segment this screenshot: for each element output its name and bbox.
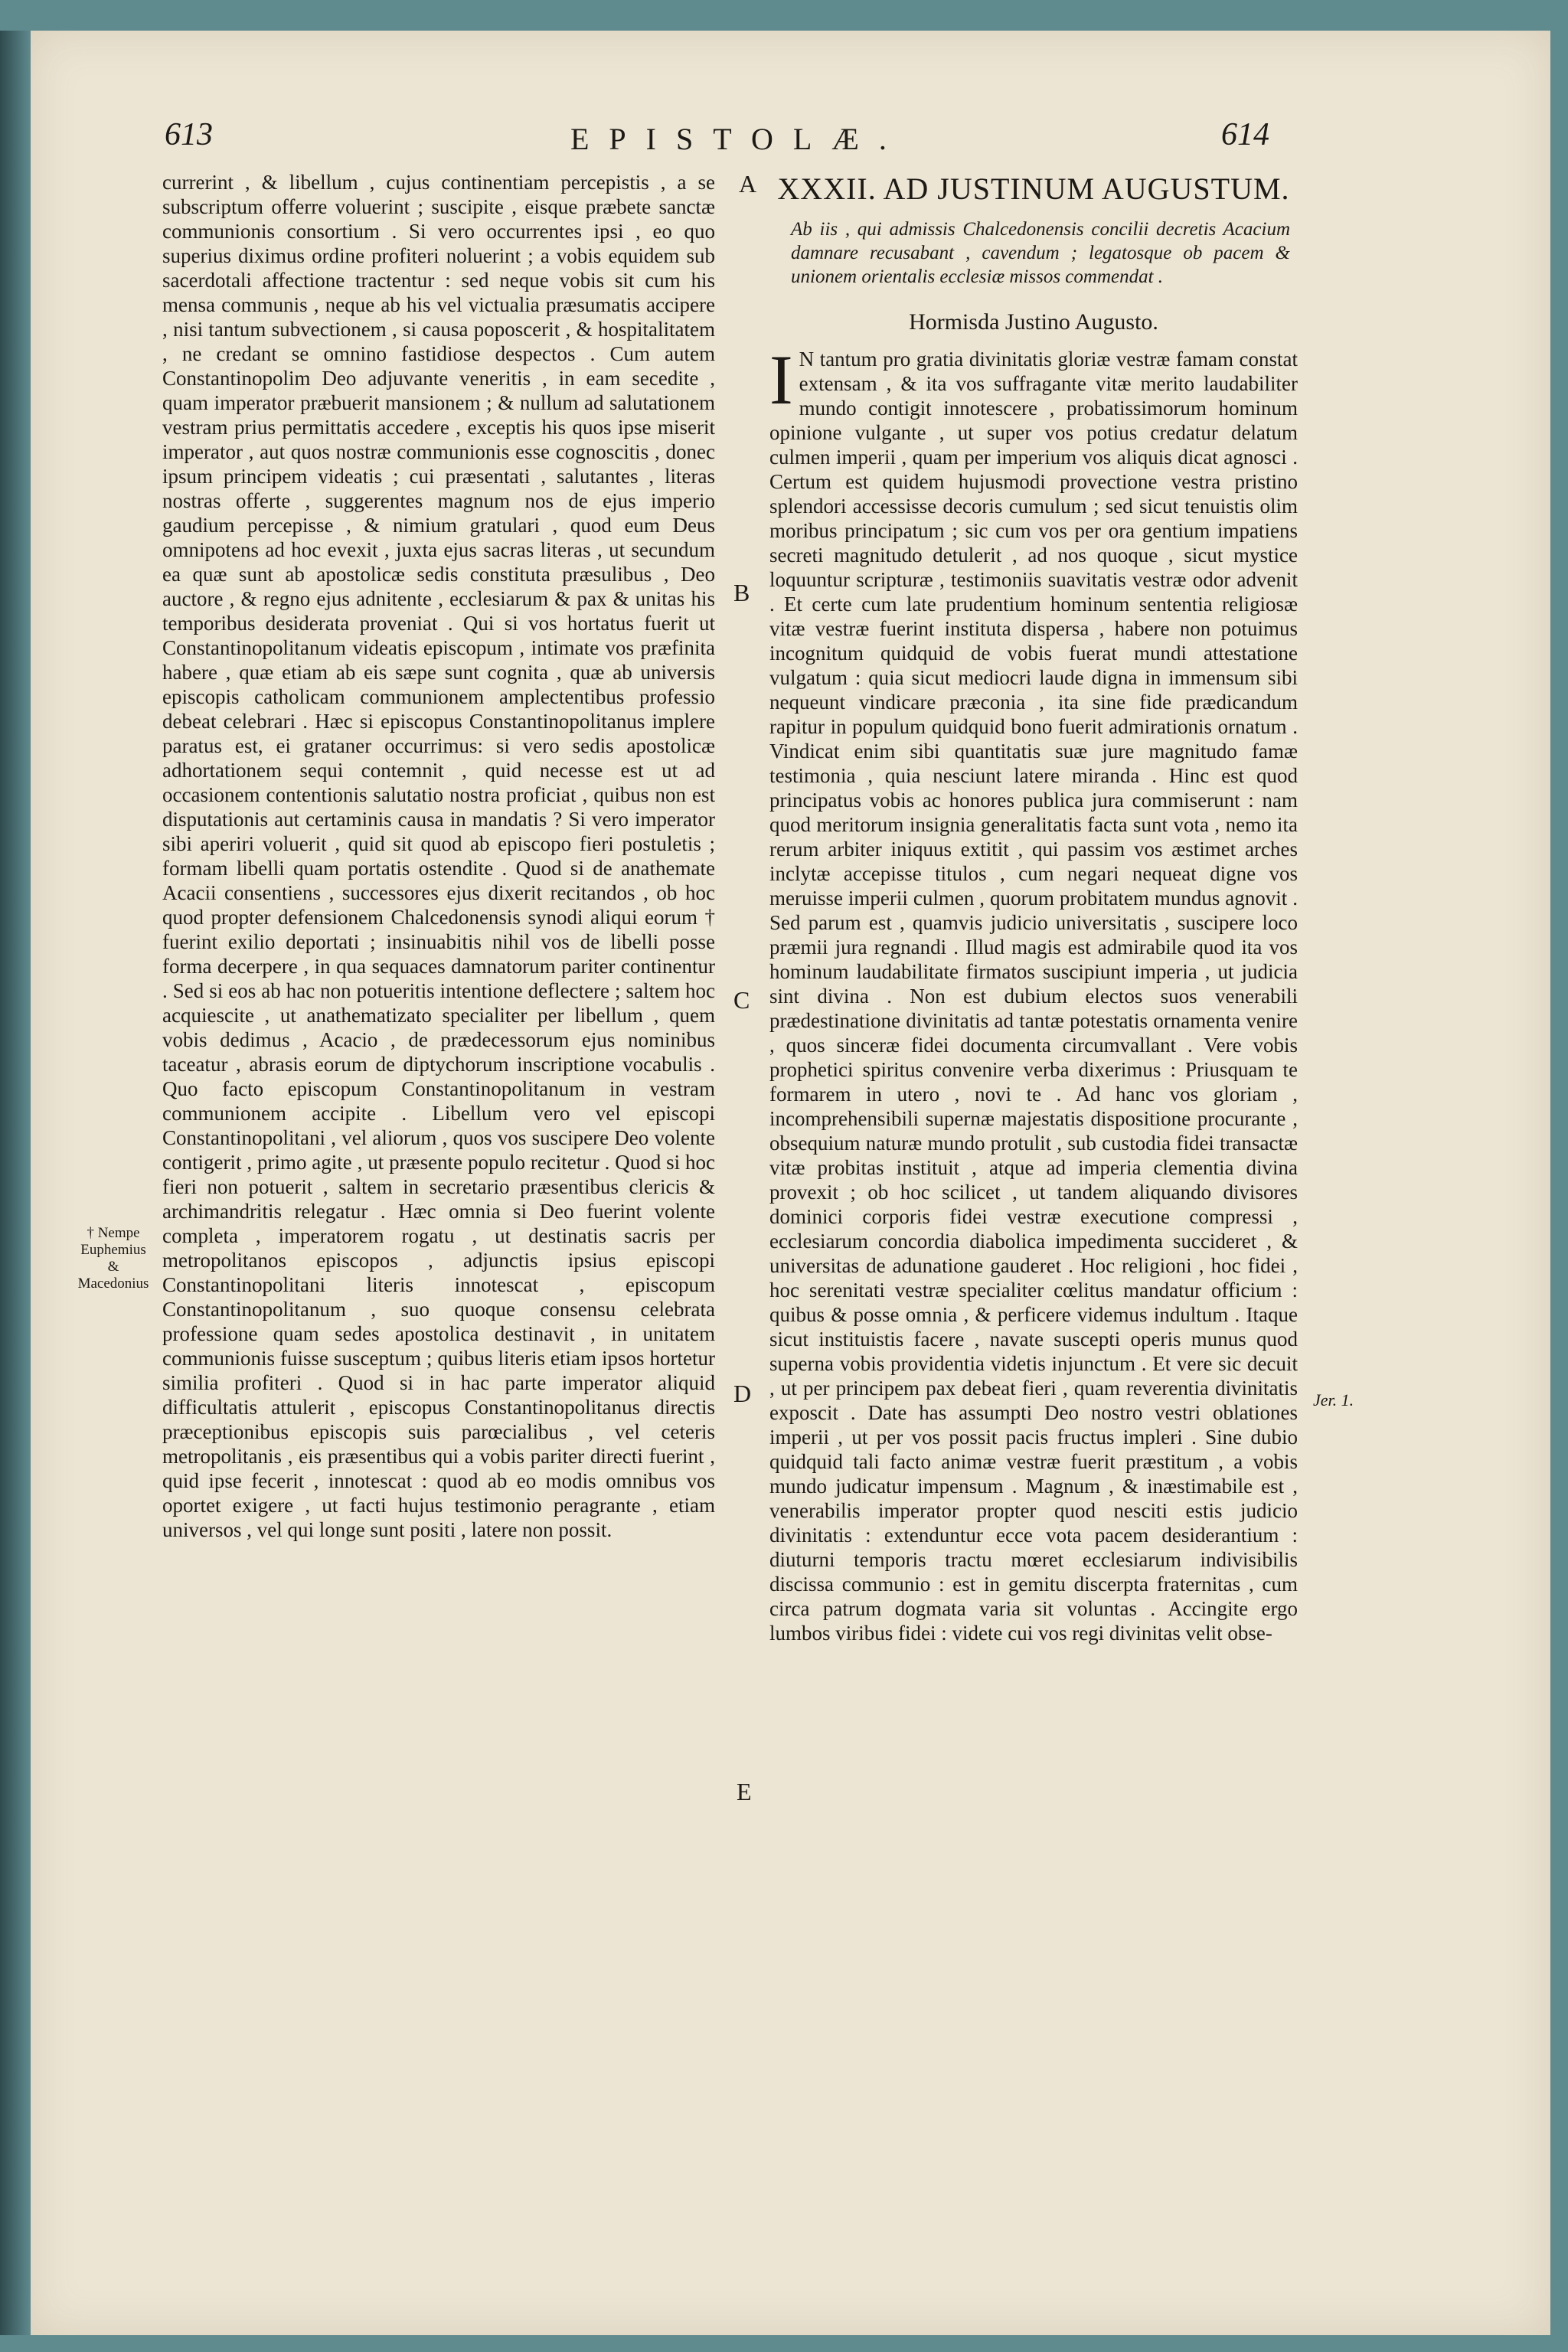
- right-margin-note: Jer. 1.: [1313, 1390, 1354, 1410]
- running-title: EPISTOLÆ.: [570, 122, 906, 156]
- letter-salutation: Hormisda Justino Augusto.: [909, 309, 1158, 335]
- right-column: [769, 170, 1298, 1645]
- book-page: [31, 31, 1550, 2335]
- page-number-right: 614: [1221, 117, 1269, 152]
- left-column-text: currerint , & libellum , cujus continentiam percepistis , a se subscriptum offerre voluerint ; suscipite , eisque præbete sanctæ communionis consortium . Si vero occurrentes ipsi , eo quo superius diximus ordine profiteri noluerint ; a vobis equidem sub sacerdotali affectione tractentur : sed neque vobis sit cum his mensa communis , neque ab his vel victualia præsumatis accipere , nisi tantum subvectionem , si causa poposcerit , & hospitalitatem , ne credant se omnino fastidiose despectos . Cum autem Constantinopolim Deo adjuvante veneritis , in eam secedite , quam imperator præbuerit mansionem ; & nullum ad salutationem vestram prius permittatis accedere , exceptis his quos ipse miserit imperator , aut quos nostræ communionis esse cognoscitis , donec ipsum principem videatis ; cui præsentati , salutantes , literas nostras offerte , suggerentes magnum nos de ejus imperio gaudium percepisse , & nimium gratulari , quod eum Deus omnipotens ad hoc evexit , juxta ejus sacras literas , ut secundum ea quæ sunt ab apostolicæ sedis constituta præsulibus , Deo auctore , & regno ejus adnitente , ecclesiarum & pax & unitas his temporibus desiderata proveniat . Qui si vos hortatus fuerit ut Constantinopolitanum videatis episcopum , intimate vos præfinita habere , quæ etiam ab eis sæpe sunt cognita , quæ ab universis episcopis catholicam communionem amplectentibus professio debeat celebrari . Hæc si episcopus Constantinopolitanus implere paratus est, ei grataner occurrimus: si vero sedis apostolicæ adhortationem sequi contemnit , quid necesse est ut ad occasionem contentionis salutatio nostra proficiat , quibus non est disputationis aut certaminis causa in mandatis ? Si vero imperator sibi aperiri voluerit , quid sit quod ab episcopo fieri postuletis ; formam libelli quam portatis ostendite . Quod si de anathemate Acacii consentiens , successores ejus dixerit recitandos , ob hoc quod propter defensionem Chalcedonensis synodi aliqui eorum † fuerint exilio deportati ; insinuabitis nihil vos de libelli posse forma decerpere , in qua sequaces damnatorum pariter continentur . Sed si eos ab hac non potueritis intentione deflectere ; saltem hoc acquiescite , ut anathematizato specialiter per libellum , quem vobis dedimus , Acacio , de prædecessorum ejus nominibus taceatur , abrasis eorum de diptychorum inscriptione vocabulis . Quo facto episcopum Constantinopolitanum in vestram communionem accipite . Libellum vero vel episcopi Constantinopolitani , vel aliorum , quos vos suscipere Deo volente contigerit , primo agite , ut præsente populo recitetur . Quod si hoc fieri non potuerit , saltem in secretario præsentibus clericis & archimandritis relegatur . Hæc omnia si Deo fuerint volente completa , imperatorem rogatu , ut destinatis sacris per metropolitanos episcopos , adjunctis ipsius episcopi Constantinopolitani literis innotescat , episcopum Constantinopolitanum , suo quoque consensu celebrata professione quam sedes apostolica destinavit , in unitatem communionis fuisse susceptum ; quibus literis etiam ipsos hortetur similia profiteri . Quod si in hac parte imperator aliquid difficultatis attulerit , episcopus Constantinopolitanus directis præceptionibus episcopis suis parœcialibus , vel ceteris metropolitanis , eis præsentibus qui a vobis pariter directi fuerint , quid ipse fecerit , innotescat : quod ab eo modis omnibus vos oportet exigere , ut facti hujus testimonio peragrante , etiam universos , vel qui longe sunt positi , latere non possit.: [162, 171, 715, 1541]
- letter-title: XXXII. AD JUSTINUM AUGUSTUM.: [777, 172, 1290, 206]
- section-letter-e: E: [737, 1778, 752, 1805]
- drop-cap: I: [769, 341, 793, 419]
- binding-shadow: [0, 31, 31, 2335]
- page-number-left: 613: [165, 117, 213, 152]
- letter-body: [769, 341, 1298, 1645]
- left-column: [162, 170, 715, 1542]
- page-header: [31, 116, 1550, 178]
- letter-summary: Ab iis , qui admissis Chalcedonensis concilii decretis Acacium damnare recusabant , cavendum ; legatosque ob pacem & unionem orientalis ecclesiæ missos commendat .: [791, 219, 1290, 287]
- section-letter-b: B: [733, 579, 750, 606]
- letter-body-text: N tantum pro gratia divinitatis gloriæ vestræ famam constat extensam , & ita vos suffragante vitæ merito laudabiliter mundo contigit innotescere , probatissimorum hominum opinione vulgante , ut super vos potius credatur delatum culmen imperii , quam per imperium vos aliquis dicat agnosci . Certum est quidem hujusmodi provectione vestra pristino splendori accessisse decoris cumulum ; sed sicut tenuistis olim moribus principatum ; sic cum vos per ora gentium impatiens secreti magnitudo detulerit , ad nos quoque , sicut mystice loquuntur scripturæ , testimoniis suavitatis vestræ odor advenit . Et certe cum late prudentium hominum sententia religiosæ vitæ vestræ fuerint instituta dispersa , habere non potuimus incognitum quidquid de vobis fuerat mundi attestatione vulgatum : quia sicut mediocri laude digna in immensum sibi nequeunt vindicare præconia , ita sine fide prædicandum rapitur in populum quidquid bono fuerit admirationis ornatum . Vindicat enim sibi quantitatis suæ jure magnitudo famæ testimonia , quia nesciunt latere miranda . Hinc est quod principatus vobis ac honores publica jura commiserunt : nam quod meritorum insignia generalitatis facta sunt vota , nemo ita rerum arbiter iniquus extitit , qui passim vos æstimet arches inclytæ accepisse titulos , cum negari nequeat digne vos meruisse imperii culmen , quorum probitatem mundus agnovit . Sed parum est , quamvis judicio universitatis , suscipere loco præmii jura regnandi . Illud magis est admirabile quod ita vos hominum laudabilitate firmatos suscipiunt imperia , ut judicia sint divina . Non est dubium electos suos venerabili prædestinatione divinitatis ad tantæ potestatis ornamenta venire , quos sinceræ fidei documenta circumvallant . Vere vobis prophetici spiritus convenire verba dixerimus : Priusquam te formarem in utero , novi te . Ad hanc vos gloriam , incomprehensibili supernæ majestatis dispositione procurante , obsequium naturæ mundo protulit , sub custodia fidei transactæ vitæ probitas instituit , atque ad imperia clementia divina provexit ; ob hoc scilicet , ut tandem aliquando divisores dominici corporis fidei vestræ executione compressi , ecclesiarum concordia diabolica impedimenta succideret , & universitas de adunatione gauderet . Hoc religioni , hoc fidei , hoc serenitati vestræ specialiter cœlitus mandatur officium : quibus & posse omnia , & perficere videmus indultum . Itaque sicut instituistis facere , navate suscepti operis munus quod superna vobis providentia videtis injunctum . Et vere sic decuit , ut per principem pax debeat fieri , quam reverentia divinitatis exposcit . Date has assumpti Deo nostro vestri oblationes imperii , ut per vos possit pacis fructus impleri . Sine dubio quidquid tali facto animæ vestræ fuerit præstitum , a vobis mundo judicatur impensum . Magnum , & inæstimabile est , venerabilis imperator propter quod nesciti estis judicio divinitatis : extenduntur ecce vota pacem desiderantium : diuturni temporis tractu mœret ecclesiarum indivisibilis discissa communio : est in gemitu discerpta fraternitas , cum circa patrum dogmata varia sit voluntas . Accingite ergo lumbos viribus fidei : videte cui vos regi divinitas velit obse-: [769, 348, 1298, 1645]
- section-letter-c: C: [733, 986, 750, 1014]
- section-letter-d: D: [733, 1380, 752, 1407]
- section-letter-a: A: [739, 170, 757, 198]
- left-margin-note: † Nempe Euphemius & Macedonius: [77, 1225, 149, 1292]
